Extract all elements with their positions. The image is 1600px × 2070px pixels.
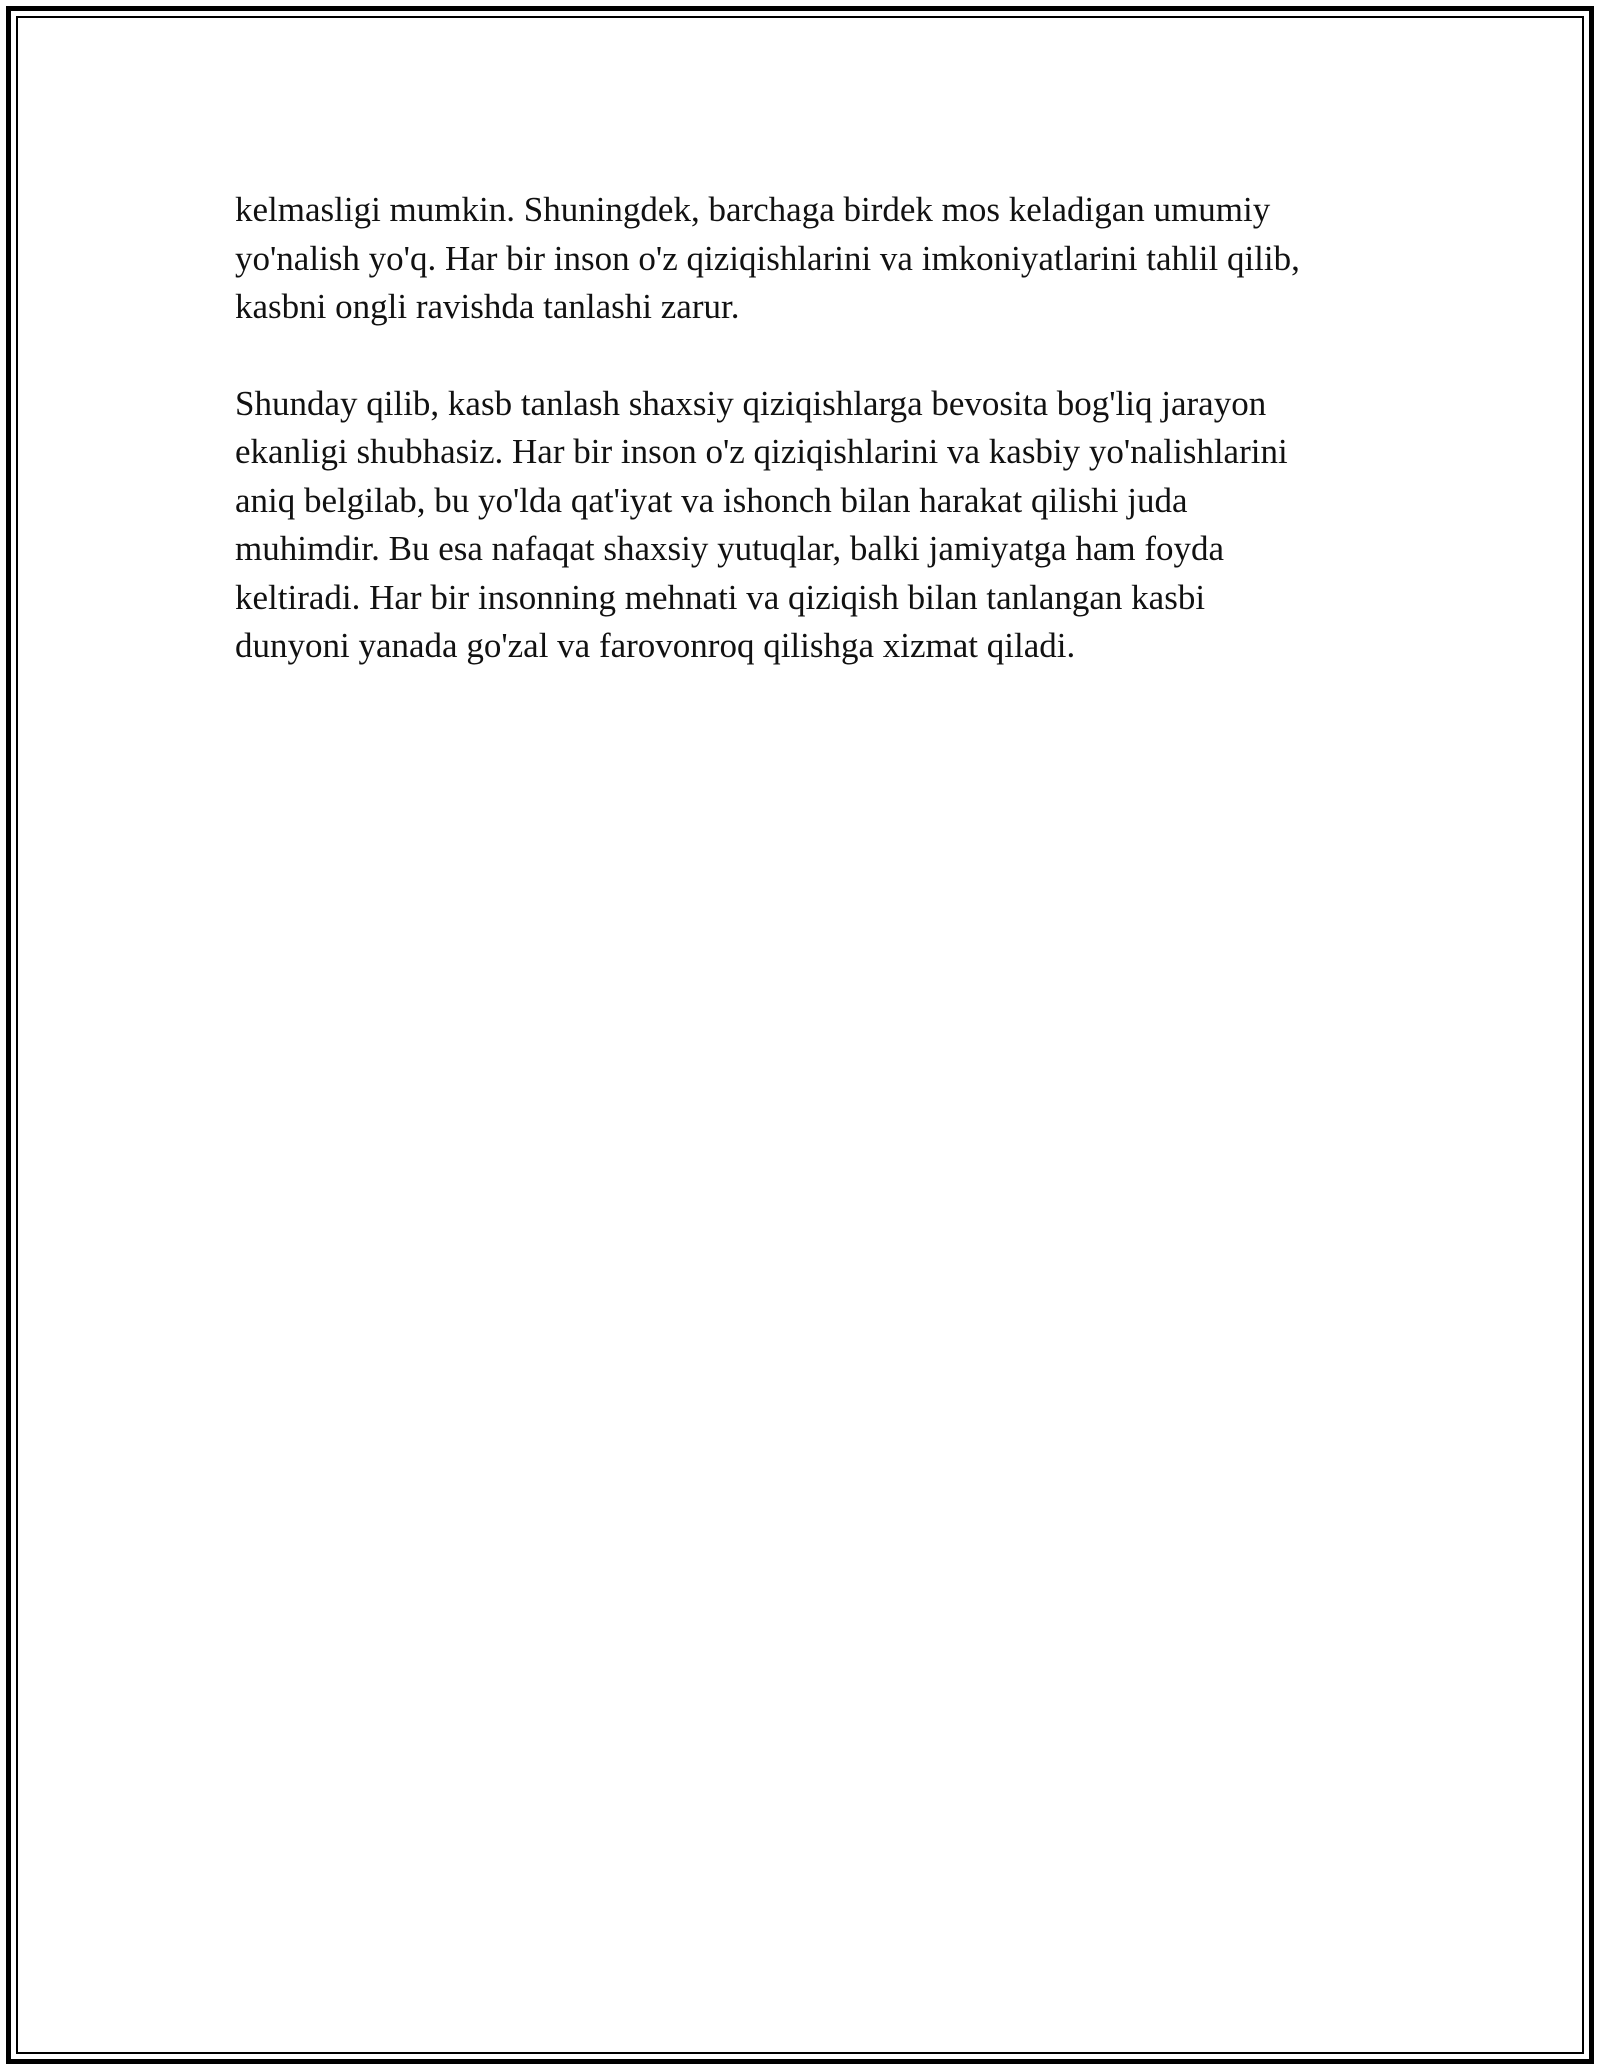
paragraph-line: dunyoni yanada go'zal va farovonroq qilishga xizmat qiladi. [235,626,1076,665]
paragraph-line: yo'nalish yo'q. Har bir inson o'z qiziqishlarini va imkoniyatlarini tahlil qilib, [235,238,1300,278]
paragraph-line: kasbni ongli ravishda tanlashi zarur. [235,287,740,326]
paragraph-line: ekanligi shubhasiz. Har bir inson o'z qiziqishlarini va kasbiy yo'nalishlarini [235,432,1288,471]
paragraph-1 [235,186,1365,332]
paragraph-line: muhimdir. Bu esa nafaqat shaxsiy yutuqlar, balki jamiyatga ham foyda [235,529,1225,568]
paragraph-line: Shunday qilib, kasb tanlash shaxsiy qiziqishlarga bevosita bog'liq jarayon [235,383,1267,423]
paragraph-line: keltiradi. Har bir insonning mehnati va qiziqish bilan tanlangan kasbi [235,577,1206,617]
paragraph-line: kelmasligi mumkin. Shuningdek, barchaga birdek mos keladigan umumiy [235,190,1271,229]
page-content [235,186,1365,719]
paragraph-2 [235,380,1365,671]
paragraph-line: aniq belgilab, bu yo'lda qat'iyat va ishonch bilan harakat qilishi juda [235,480,1188,520]
